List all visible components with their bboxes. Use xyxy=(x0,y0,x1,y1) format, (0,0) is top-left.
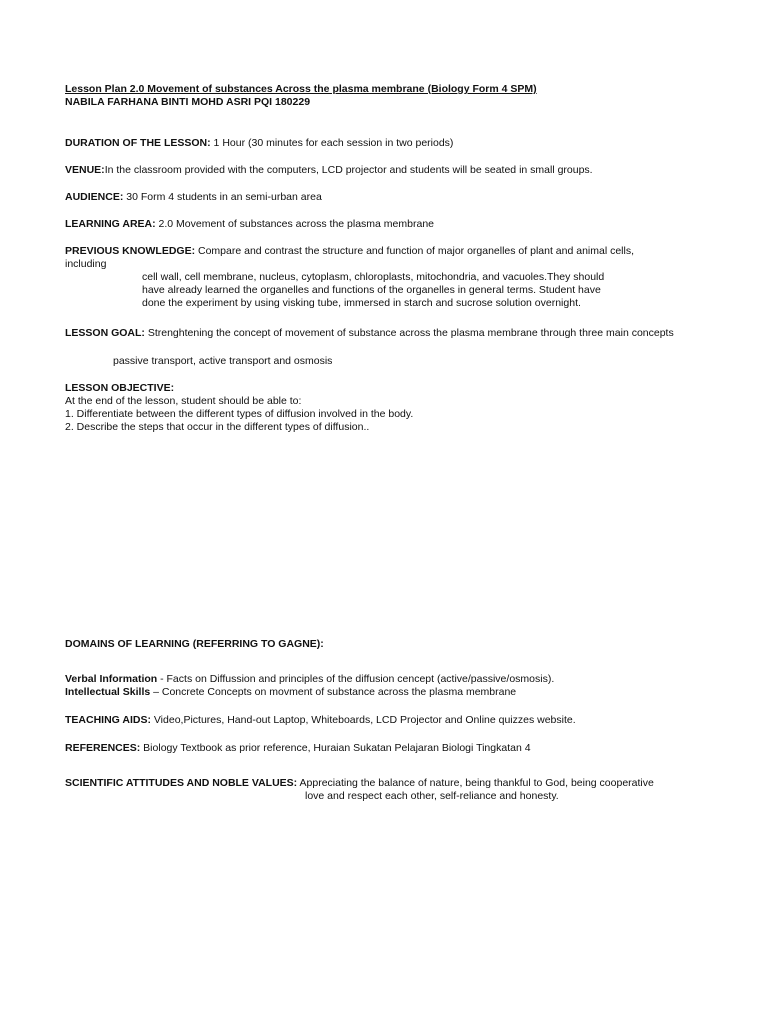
learning-area-label: LEARNING AREA: xyxy=(65,218,156,230)
audience-label: AUDIENCE: xyxy=(65,191,124,203)
previous-knowledge-line1: Compare and contrast the structure and function of major organelles of plant and animal cells, xyxy=(195,245,635,257)
domains-heading: DOMAINS OF LEARNING (REFERRING TO GAGNE): xyxy=(65,638,324,650)
previous-knowledge-line2: including xyxy=(65,258,107,270)
lesson-goal-line1: Strenghtening the concept of movement of substance across the plasma membrane through three main concepts xyxy=(144,327,674,339)
audience-text: 30 Form 4 students in an semi-urban area xyxy=(123,191,322,203)
previous-knowledge-section xyxy=(65,245,725,310)
document-title: Lesson Plan 2.0 Movement of substances Across the plasma membrane (Biology Form 4 SPM) xyxy=(65,83,537,95)
learning-area-section xyxy=(65,218,725,231)
duration-label: DURATION OF THE LESSON: xyxy=(65,137,211,149)
scientific-attitudes-line1: Appreciating the balance of nature, being thankful to God, being cooperative xyxy=(297,777,654,789)
venue-text: In the classroom provided with the computers, LCD projector and students will be seated in small groups. xyxy=(104,164,593,176)
teaching-aids-text: Video,Pictures, Hand-out Laptop, Whiteboards, LCD Projector and Online quizzes website. xyxy=(150,714,576,726)
duration-section xyxy=(65,137,725,150)
references-section xyxy=(65,742,725,755)
scientific-attitudes-label: SCIENTIFIC ATTITUDES AND NOBLE VALUES: xyxy=(65,777,298,789)
duration-text: 1 Hour (30 minutes for each session in two periods) xyxy=(210,137,454,149)
teaching-aids-label: TEACHING AIDS: xyxy=(65,714,151,726)
lesson-objective-intro: At the end of the lesson, student should be able to: xyxy=(65,395,302,407)
domains-section xyxy=(65,673,725,699)
objective-item: 1. Differentiate between the different types of diffusion involved in the body. xyxy=(65,408,414,420)
previous-knowledge-line5: done the experiment by using visking tube, immersed in starch and sucrose solution overnight. xyxy=(142,297,581,309)
lesson-goal-section xyxy=(65,327,725,340)
previous-knowledge-line3: cell wall, cell membrane, nucleus, cytoplasm, chloroplasts, mitochondria, and vacuoles.They should xyxy=(142,271,605,283)
intellectual-skills-text: – Concrete Concepts on movment of substance across the plasma membrane xyxy=(150,686,517,698)
lesson-goal-label: LESSON GOAL: xyxy=(65,327,145,339)
learning-area-text: 2.0 Movement of substances across the plasma membrane xyxy=(155,218,434,230)
objective-item: 2. Describe the steps that occur in the different types of diffusion.. xyxy=(65,421,370,433)
scientific-attitudes-section xyxy=(65,777,725,803)
teaching-aids-section xyxy=(65,714,725,727)
lesson-objective-section xyxy=(65,382,725,434)
venue-section xyxy=(65,164,725,177)
previous-knowledge-line4: have already learned the organelles and functions of the organelles in general terms. Student have xyxy=(142,284,601,296)
lesson-objective-label: LESSON OBJECTIVE: xyxy=(65,382,175,394)
intellectual-skills-label: Intellectual Skills xyxy=(65,686,151,698)
audience-section xyxy=(65,191,725,204)
references-label: REFERENCES: xyxy=(65,742,141,754)
verbal-information-label: Verbal Information xyxy=(65,673,158,685)
references-text: Biology Textbook as prior reference, Huraian Sukatan Pelajaran Biologi Tingkatan 4 xyxy=(140,742,531,754)
venue-label: VENUE: xyxy=(65,164,105,176)
scientific-attitudes-line2: love and respect each other, self-reliance and honesty. xyxy=(305,790,559,802)
lesson-goal-line2: passive transport, active transport and osmosis xyxy=(113,355,333,367)
previous-knowledge-label: PREVIOUS KNOWLEDGE: xyxy=(65,245,196,257)
author-line: NABILA FARHANA BINTI MOHD ASRI PQI 180229 xyxy=(65,96,311,108)
verbal-information-text: - Facts on Diffussion and principles of the diffusion cencept (active/passive/osmosis). xyxy=(157,673,555,685)
